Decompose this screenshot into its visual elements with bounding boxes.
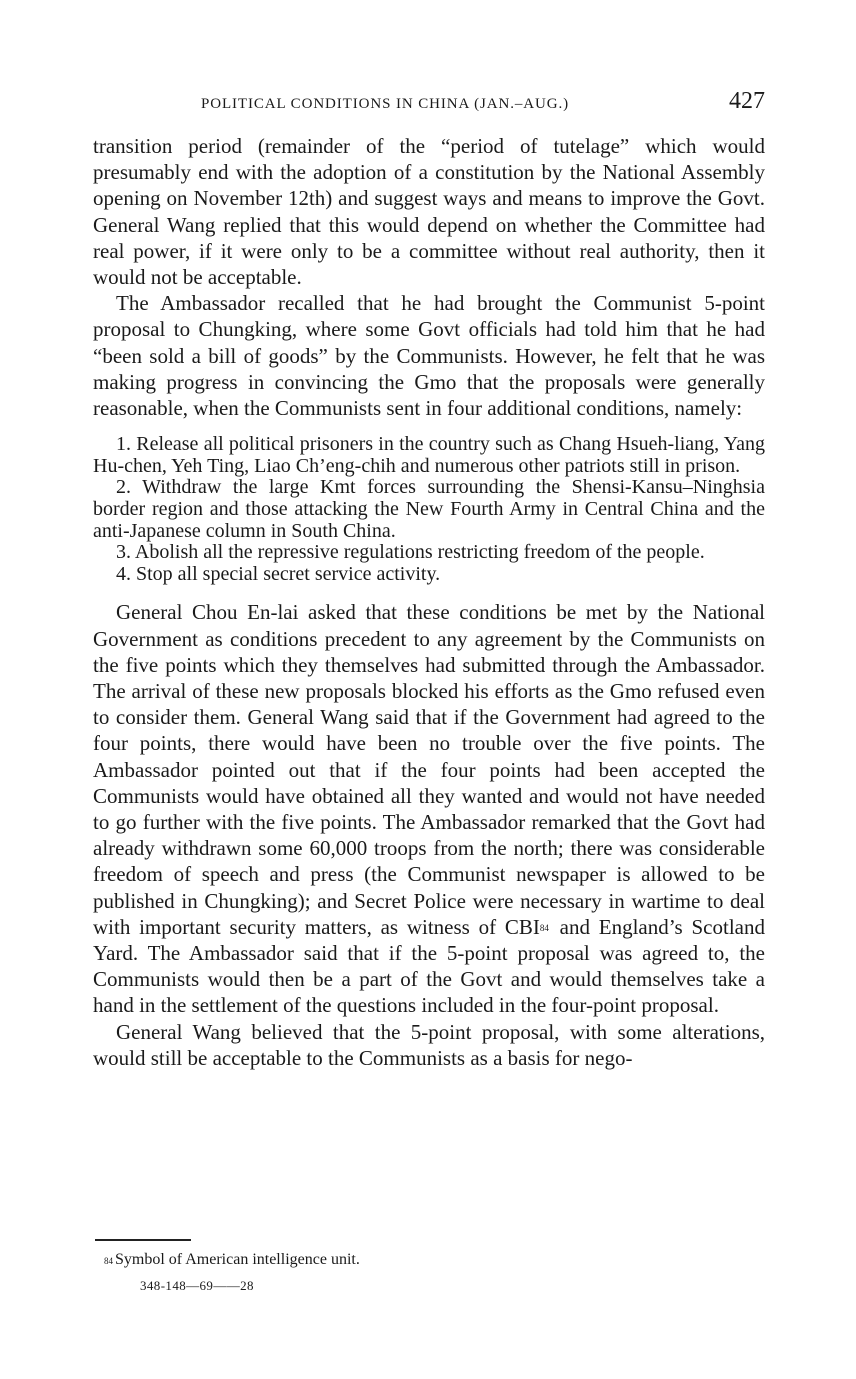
footnote-divider	[95, 1239, 191, 1241]
paragraph: transition period (remainder of the “period of tutelage” which would presumably end with the adoption of a constitution by the National Assembly opening on November 12th) and suggest ways and means to improve the Govt. General Wang replied that this would depend on whether the Committee had real power, if it were only to be a committee without real authority, then it would not be acceptable.	[93, 134, 765, 290]
paragraph: General Wang believed that the 5-point proposal, with some alterations, would still be acceptable to the Communists as a basis for nego-	[93, 1019, 765, 1070]
paragraph: The Ambassador recalled that he had brought the Communist 5-point proposal to Chungking, where some Govt officials had told him that he had “been sold a bill of goods” by the Communists. However, he felt that he was making progress in convincing the Gmo that the proposals were generally reasonable, when the Communists sent in four additional conditions, namely:	[93, 291, 765, 421]
paragraph-text: and England’s Scotland Yard. The Ambassador said that if the 5-point proposal was agreed to, the Communists would then be a part of the Govt and would themselves take a hand in the settlement of the questions included in the four-point proposal.	[93, 914, 765, 1018]
paragraph	[93, 599, 765, 1018]
paragraph-text: General Chou En-lai asked that these conditions be met by the National Government as conditions precedent to any agreement by the Communists on the five points which they themselves had submitted through the Ambassador. The arrival of these new proposals blocked his efforts as the Gmo refused even to consider them. General Wang said that if the Government had agreed to the four points, there would have been no trouble over the five points. The Ambassador pointed out that if the four points had been accepted the Communists would have obtained all they wanted and would not have needed to go further with the five points. The Ambassador remarked that the Govt had already withdrawn some 60,000 troops from the north; there was considerable freedom of speech and press (the Communist newspaper is allowed to be published in Chungking); and Secret Police were necessary in wartime to deal with important security matters, as witness of CBI	[93, 600, 765, 939]
list-item: 1. Release all political prisoners in the country such as Chang Hsueh-liang, Yang Hu-chen, Yeh Ting, Liao Ch’eng-chih and numerous other patriots still in prison.	[93, 433, 765, 477]
footnote-number: 84	[104, 1256, 113, 1266]
conditions-list	[93, 434, 765, 585]
footnote-reference[interactable]: 84	[539, 922, 549, 933]
footnote	[104, 1250, 764, 1270]
list-item: 3. Abolish all the repressive regulations restricting freedom of the people.	[116, 541, 705, 564]
footnote-text: Symbol of American intelligence unit.	[115, 1251, 360, 1268]
page-header	[93, 88, 765, 122]
printer-code: 348-148—69——28	[140, 1278, 254, 1293]
running-title: POLITICAL CONDITIONS IN CHINA (JAN.–AUG.)	[201, 96, 569, 112]
page-body	[93, 133, 765, 1071]
list-item: 2. Withdraw the large Kmt forces surrounding the Shensi-Kansu–Ninghsia border region and those attacking the New Fourth Army in Central China and the anti-Japanese column in South China.	[93, 476, 765, 542]
page-number: 427	[729, 88, 765, 114]
list-item: 4. Stop all special secret service activity.	[116, 562, 441, 585]
